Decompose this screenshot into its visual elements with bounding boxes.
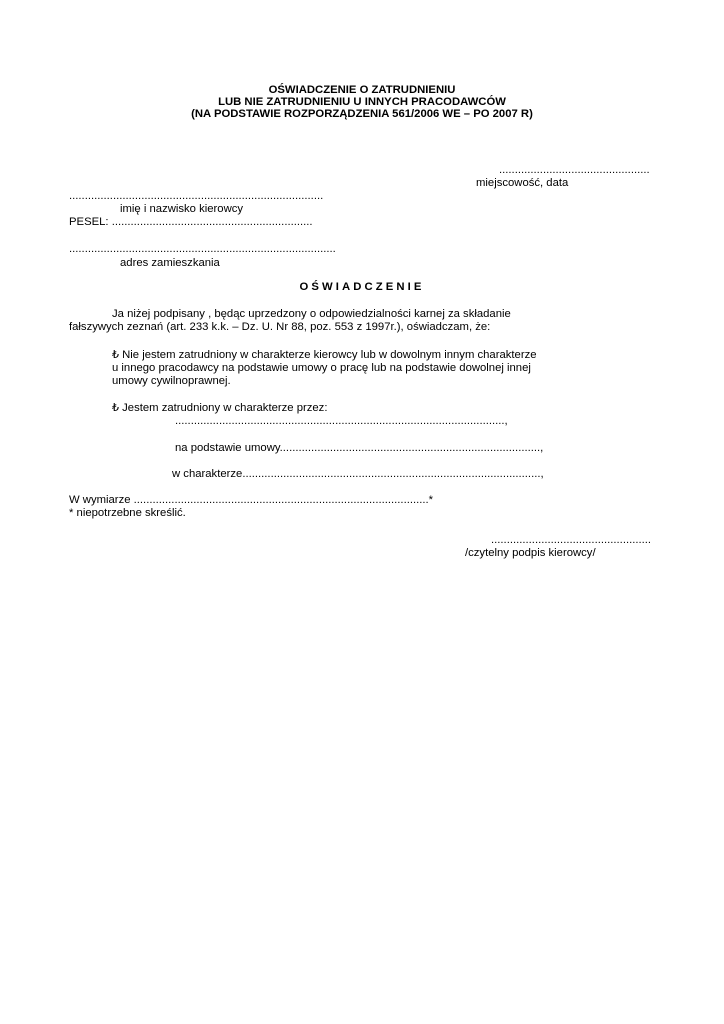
statement-line-2: fałszywych zeznań (art. 233 k.k. – Dz. U. Nr 88, poz. 553 z 1997r.), oświadczam, że: <box>69 321 491 333</box>
extent-line: W wymiarze ..............................................................................................* <box>69 494 434 506</box>
option-2 <box>112 401 327 415</box>
driver-name-label: imię i nazwisko kierowcy <box>120 203 244 215</box>
role-line: w charakterze..............................................................................................., <box>172 468 544 480</box>
place-date-label: miejscowość, data <box>476 177 569 189</box>
footnote: * niepotrzebne skreślić. <box>69 507 186 519</box>
option-1 <box>112 348 537 362</box>
option-2-line-1: Jestem zatrudniony w charakterze przez: <box>122 402 328 414</box>
checkbox-marker-icon[interactable]: ₺ <box>112 349 119 361</box>
employer-dots: ........................................................................................................., <box>175 415 508 427</box>
title-line-3: (NA PODSTAWIE ROZPORZĄDZENIA 561/2006 WE – PO 2007 R) <box>191 108 533 120</box>
address-dots: ..................................................................................... <box>69 243 336 255</box>
driver-name-dots: ................................................................................. <box>69 190 324 202</box>
option-1-line-1: Nie jestem zatrudniony w charakterze kierowcy lub w dowolnym innym charakterze <box>122 349 537 361</box>
pesel-line: PESEL: ................................................................ <box>69 216 313 228</box>
contract-line: na podstawie umowy..................................................................................., <box>175 442 544 454</box>
place-date-dots: ................................................ <box>499 164 650 176</box>
title-line-1: OŚWIADCZENIE O ZATRUDNIENIU <box>268 84 456 96</box>
checkbox-marker-icon[interactable]: ₺ <box>112 402 119 414</box>
option-1-line-2: u innego pracodawcy na podstawie umowy o pracę lub na podstawie dowolnej innej <box>112 362 531 374</box>
signature-label: /czytelny podpis kierowcy/ <box>465 547 596 559</box>
signature-dots: ................................................... <box>491 534 652 546</box>
statement-line-1: Ja niżej podpisany , będąc uprzedzony o odpowiedzialności karnej za składanie <box>112 308 511 320</box>
title-line-2: LUB NIE ZATRUDNIENIU U INNYCH PRACODAWCÓW <box>218 96 506 108</box>
statement-heading: OŚWIADCZENIE <box>299 281 425 293</box>
address-label: adres zamieszkania <box>120 257 220 269</box>
option-1-line-3: umowy cywilnoprawnej. <box>112 375 231 387</box>
